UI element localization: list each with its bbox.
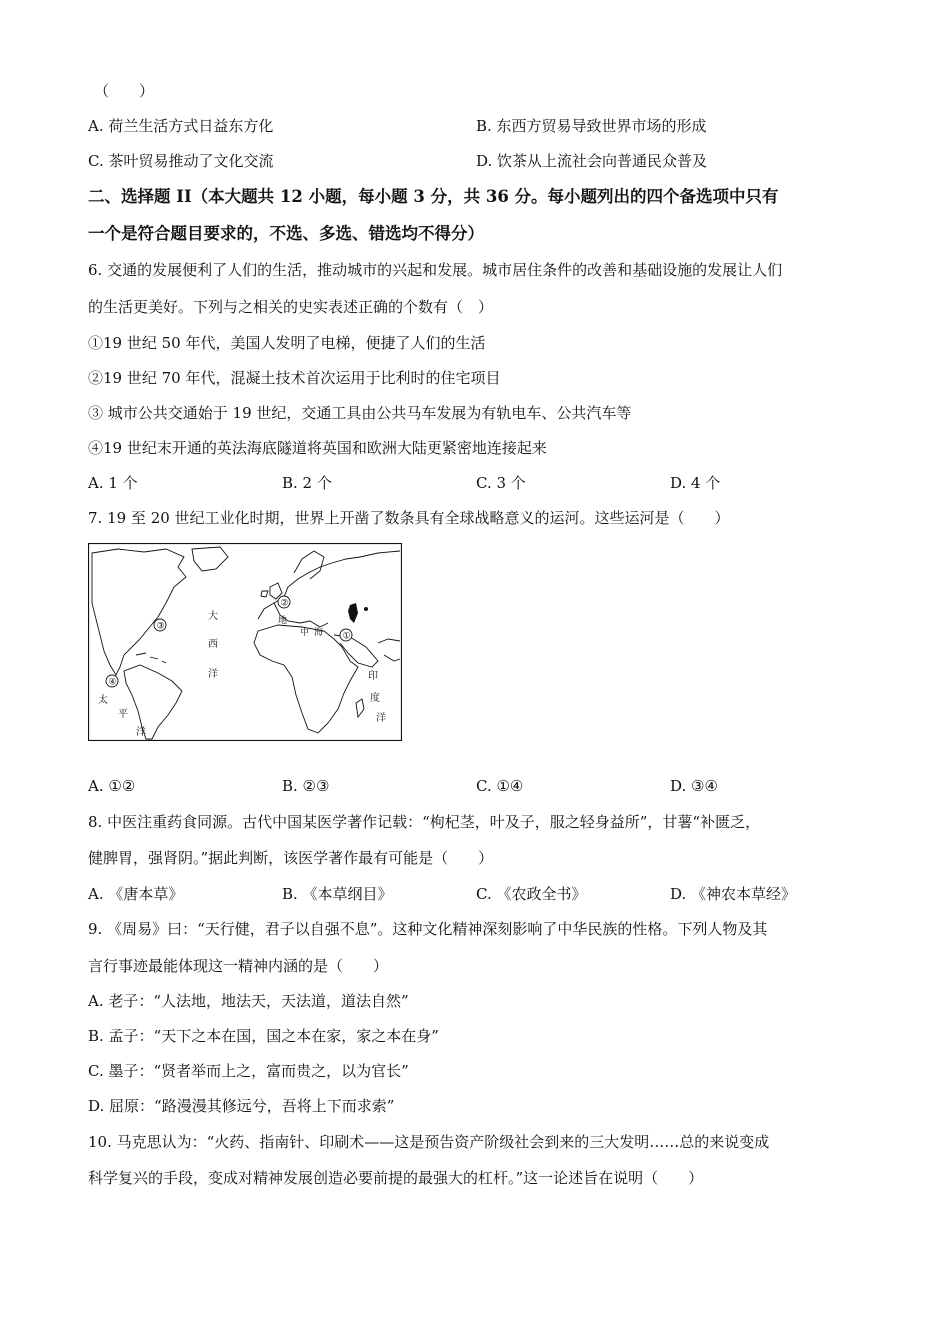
q5-option-b[interactable]: B. 东西方贸易导致世界市场的形成 xyxy=(476,117,707,135)
indian-label-2: 度 xyxy=(370,693,380,704)
q8-option-d[interactable]: D. 《神农本草经》 xyxy=(670,885,797,903)
atlantic-label-1: 大 xyxy=(208,611,218,622)
indian-label-1: 印 xyxy=(368,671,378,682)
med-label-3: 海 xyxy=(314,628,324,638)
q6-item-1: ①19 世纪 50 年代，美国人发明了电梯，便捷了人们的生活 xyxy=(88,334,486,352)
q6-stem-line2: 的生活更美好。下列与之相关的史实表述正确的个数有（ ） xyxy=(88,298,494,316)
q8-option-b[interactable]: B. 《本草纲目》 xyxy=(282,885,393,903)
svg-text:②: ② xyxy=(280,598,289,609)
world-canal-map xyxy=(88,543,402,741)
q6-stem-line1: 6. 交通的发展便利了人们的生活，推动城市的兴起和发展。城市居住条件的改善和基础设施的发展让人们 xyxy=(88,261,783,279)
section2-heading-line1: 二、选择题 II（本大题共 12 小题，每小题 3 分，共 36 分。每小题列出的四个备选项中只有 xyxy=(88,187,779,206)
q9-stem-line2: 言行事迹最能体现这一精神内涵的是（ ） xyxy=(88,957,389,975)
q6-item-4: ④19 世纪末开通的英法海底隧道将英国和欧洲大陆更紧密地连接起来 xyxy=(88,439,547,457)
q5-option-d[interactable]: D. 饮茶从上流社会向普通民众普及 xyxy=(476,152,708,170)
med-label-1: 地 xyxy=(278,616,288,626)
svg-text:①: ① xyxy=(342,631,351,642)
q8-option-a[interactable]: A. 《唐本草》 xyxy=(88,885,184,903)
indian-label-3: 洋 xyxy=(376,713,386,724)
q6-item-2: ②19 世纪 70 年代，混凝土技术首次运用于比利时的住宅项目 xyxy=(88,369,501,387)
q5-option-a[interactable]: A. 荷兰生活方式日益东方化 xyxy=(88,117,274,135)
q7-option-d[interactable]: D. ③④ xyxy=(670,777,718,795)
med-label-2: 中 xyxy=(300,628,310,638)
q10-stem-line2: 科学复兴的手段，变成对精神发展创造必要前提的最强大的杠杆。”这一论述旨在说明（ ） xyxy=(88,1169,704,1187)
q9-option-d[interactable]: D. 屈原：“路漫漫其修远兮，吾将上下而求索” xyxy=(88,1097,395,1115)
svg-text:③: ③ xyxy=(156,621,165,632)
q6-option-a[interactable]: A. 1 个 xyxy=(88,474,138,492)
q7-option-b[interactable]: B. ②③ xyxy=(282,777,330,795)
q6-option-c[interactable]: C. 3 个 xyxy=(476,474,526,492)
q6-option-d[interactable]: D. 4 个 xyxy=(670,474,721,492)
q6-option-b[interactable]: B. 2 个 xyxy=(282,474,332,492)
q6-item-3: ③ 城市公共交通始于 19 世纪，交通工具由公共马车发展为有轨电车、公共汽车等 xyxy=(88,404,632,422)
q8-stem-line1: 8. 中医注重药食同源。古代中国某医学著作记载：“枸杞茎，叶及子，服之轻身益所”，甘薯“补匮乏， xyxy=(88,813,761,831)
q9-option-b[interactable]: B. 孟子：“天下之本在国，国之本在家，家之本在身” xyxy=(88,1027,439,1045)
atlantic-label-3: 洋 xyxy=(208,669,218,680)
q5-option-c[interactable]: C. 茶叶贸易推动了文化交流 xyxy=(88,152,274,170)
q7-option-a[interactable]: A. ①② xyxy=(88,777,136,795)
pacific-label-3: 洋 xyxy=(136,727,146,738)
q9-option-c[interactable]: C. 墨子：“贤者举而上之，富而贵之，以为官长” xyxy=(88,1062,409,1080)
section2-heading-line2: 一个是符合题目要求的，不选、多选、错选均不得分） xyxy=(88,224,484,243)
pacific-label-1: 太 xyxy=(98,695,108,706)
svg-text:④: ④ xyxy=(108,677,117,688)
q7-option-c[interactable]: C. ①④ xyxy=(476,777,524,795)
q8-option-c[interactable]: C. 《农政全书》 xyxy=(476,885,587,903)
atlantic-label-2: 西 xyxy=(208,639,218,650)
q10-stem-line1: 10. 马克思认为：“火药、指南针、印刷术——这是预告资产阶级社会到来的三大发明……总的来说变成 xyxy=(88,1133,770,1151)
q9-option-a[interactable]: A. 老子：“人法地，地法天，天法道，道法自然” xyxy=(88,992,409,1010)
q8-stem-line2: 健脾胃，强肾阴。”据此判断，该医学著作最有可能是（ ） xyxy=(88,849,494,867)
q9-stem-line1: 9. 《周易》曰：“天行健，君子以自强不息”。这种文化精神深刻影响了中华民族的性格。下列人物及其 xyxy=(88,920,768,938)
pacific-label-2: 平 xyxy=(118,709,128,720)
q7-stem: 7. 19 至 20 世纪工业化时期，世界上开凿了数条具有全球战略意义的运河。这些运河是（ ） xyxy=(88,509,730,527)
top-bracket: （ ） xyxy=(94,82,155,100)
